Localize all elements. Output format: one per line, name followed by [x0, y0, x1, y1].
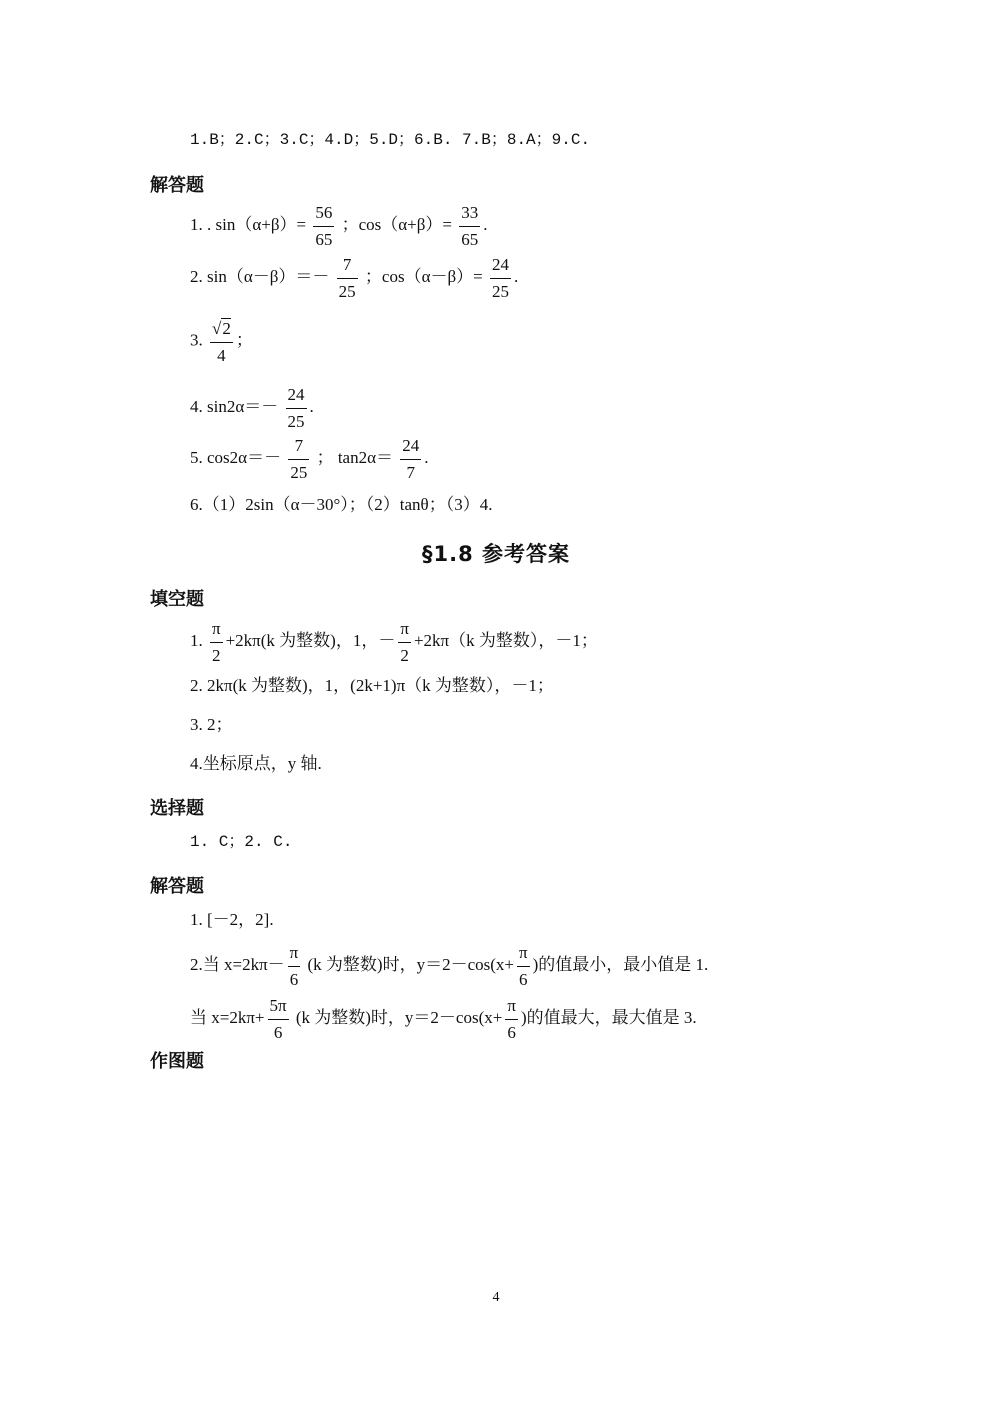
denominator: 25 — [287, 411, 305, 431]
fraction — [288, 943, 301, 989]
denominator: 6 — [519, 969, 528, 989]
fraction — [210, 619, 223, 665]
numerator: 7 — [337, 255, 358, 279]
denominator: 25 — [338, 281, 356, 301]
numerator: 56 — [313, 203, 334, 227]
fraction — [505, 996, 518, 1042]
answer-4-prefix: 4. sin2α＝－ — [190, 396, 279, 416]
fraction — [337, 255, 358, 301]
sqrt-symbol: √ — [212, 319, 222, 338]
denominator: 25 — [491, 281, 509, 301]
fill-answer-1-end: +2kπ（k 为整数），－1； — [413, 630, 598, 650]
numerator: 24 — [490, 255, 511, 279]
answer-1-prefix: 1. . sin（α+β）= — [190, 214, 307, 234]
denominator: 2 — [400, 645, 409, 665]
answer2-3-end: )的值最大，最大值是 3. — [520, 1007, 697, 1027]
numerator: π — [210, 619, 223, 643]
fraction — [459, 203, 480, 249]
answer-4-end: . — [309, 396, 314, 416]
answer-5-prefix: 5. cos2α＝－ — [190, 447, 282, 467]
answer-5-end: . — [424, 447, 429, 467]
numerator: π — [505, 996, 518, 1020]
answer2-3-mid: (k 为整数)时，y＝2－cos(x+ — [291, 1007, 503, 1027]
section-heading-drawing: 作图题 — [150, 1051, 204, 1072]
answer2-2-mid: (k 为整数)时，y＝2－cos(x+ — [303, 954, 514, 974]
fraction — [517, 943, 530, 989]
numerator: 24 — [400, 436, 421, 460]
numerator: π — [517, 943, 530, 967]
answer2-2 — [190, 943, 708, 989]
fraction — [400, 436, 421, 482]
answer-5-mid: ； tan2α＝ — [316, 447, 394, 467]
section-heading-answers: 解答题 — [150, 175, 204, 196]
page-number: 4 — [492, 1290, 500, 1305]
denominator: 4 — [217, 345, 226, 365]
answer2-1: 1. [－2，2]. — [190, 910, 274, 929]
fill-answer-2: 2. 2kπ(k 为整数)，1，(2k+1)π（k 为整数），－1； — [190, 676, 554, 695]
answer-3-end: ； — [235, 330, 253, 350]
answer-6: 6.（1）2sin（α－30°）；（2）tanθ；（3）4. — [190, 495, 493, 514]
answer2-2-end: )的值最小，最小值是 1. — [532, 954, 709, 974]
answer-1 — [190, 203, 487, 249]
numerator: 24 — [286, 385, 307, 409]
denominator: 7 — [406, 462, 416, 482]
denominator: 6 — [507, 1022, 516, 1042]
fraction — [398, 619, 411, 665]
denominator: 2 — [212, 645, 221, 665]
answer-3-prefix: 3. — [190, 330, 203, 350]
numerator: 33 — [459, 203, 480, 227]
fill-answer-1-mid: +2kπ(k 为整数)，1，－ — [225, 630, 396, 650]
denominator: 6 — [289, 969, 299, 989]
numerator: 7 — [288, 436, 309, 460]
fill-answer-3: 3. 2； — [190, 715, 233, 734]
page-title: §1.8 参考答案 — [421, 542, 570, 566]
choice-answers: 1. C；2. C. — [190, 833, 293, 851]
answer-2-end: . — [513, 266, 519, 286]
numerator: π — [398, 619, 411, 643]
numerator — [210, 318, 233, 343]
answer2-3-prefix: 当 x=2kπ+ — [190, 1007, 265, 1027]
answer-4 — [190, 385, 314, 431]
answer-5 — [190, 436, 429, 482]
denominator: 25 — [290, 462, 308, 482]
fraction — [268, 996, 289, 1042]
fraction — [286, 385, 307, 431]
fill-answer-1-prefix: 1. — [190, 630, 203, 650]
fraction — [313, 203, 334, 249]
answer-2-prefix: 2. sin（α－β）＝－ — [190, 266, 330, 286]
fraction — [490, 255, 511, 301]
numerator: π — [288, 943, 301, 967]
fraction — [210, 318, 233, 365]
fill-answer-1 — [190, 619, 598, 665]
answer-3 — [190, 318, 253, 365]
section-heading-choice: 选择题 — [150, 798, 204, 819]
section-heading-fill: 填空题 — [150, 589, 204, 610]
answer2-3 — [190, 996, 697, 1042]
fill-answer-4: 4.坐标原点，y 轴. — [190, 754, 322, 773]
radicand: 2 — [222, 319, 231, 338]
numerator: 5π — [268, 996, 289, 1020]
fraction — [288, 436, 309, 482]
choice-answers-top: 1.B；2.C；3.C；4.D；5.D；6.B. 7.B；8.A；9.C. — [190, 131, 591, 149]
denominator: 6 — [273, 1022, 283, 1042]
answer-1-end: . — [483, 214, 488, 234]
answer-2-mid: ；cos（α－β）= — [364, 266, 483, 286]
answer2-2-prefix: 2.当 x=2kπ－ — [190, 954, 285, 974]
denominator: 65 — [461, 229, 479, 249]
denominator: 65 — [315, 229, 333, 249]
answer-2 — [190, 255, 518, 301]
section-heading-answers-2: 解答题 — [150, 876, 204, 897]
answer-1-mid: ；cos（α+β）= — [341, 214, 452, 234]
